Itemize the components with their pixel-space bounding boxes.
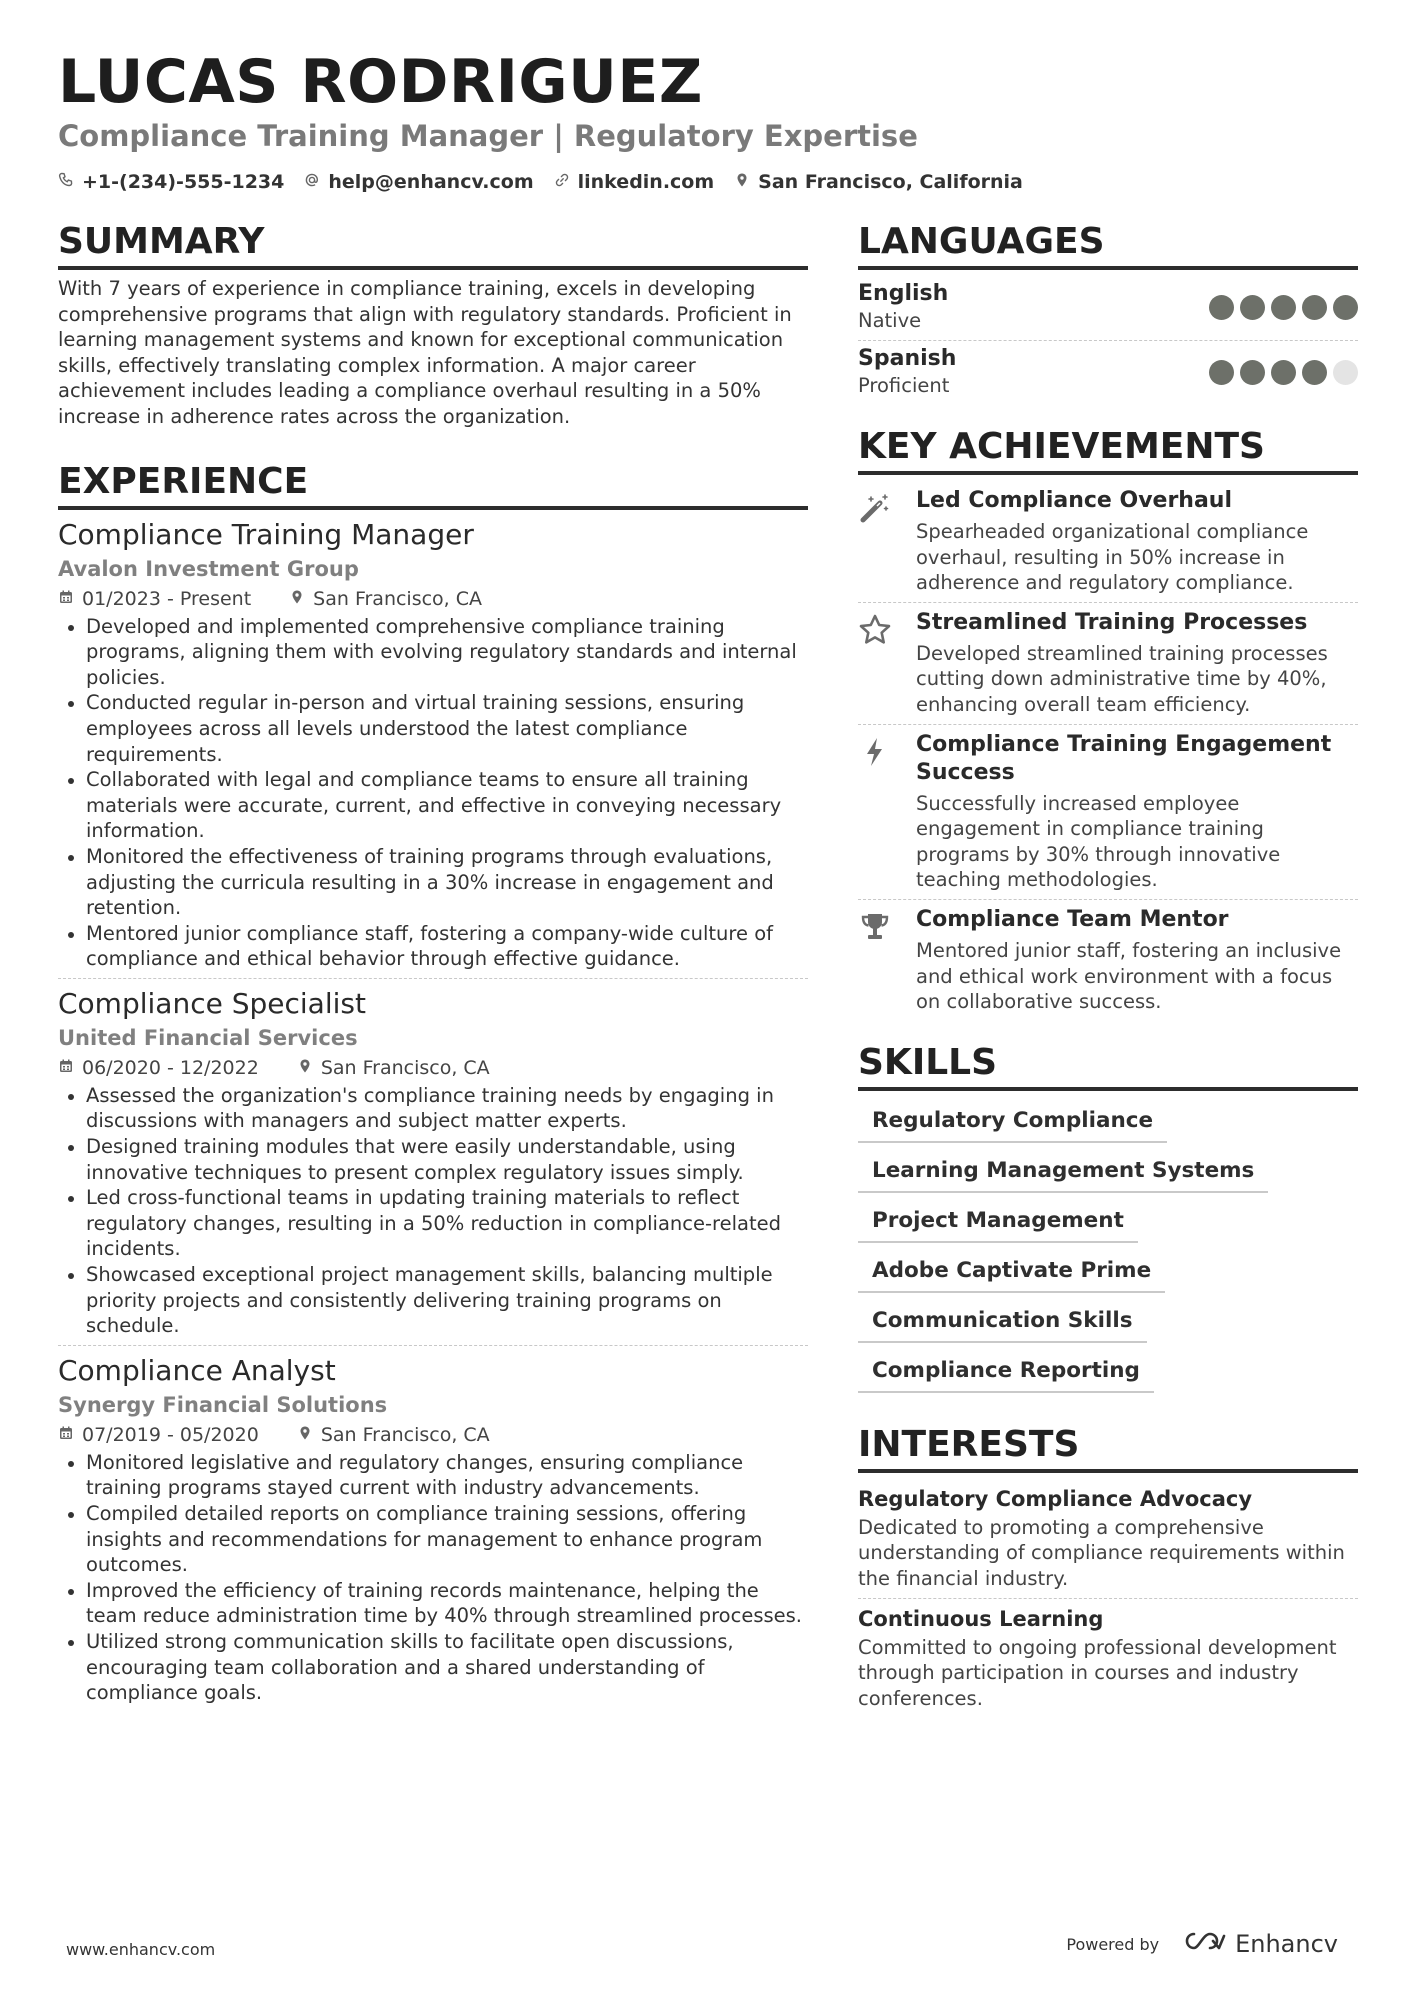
at-icon <box>304 168 320 196</box>
job-bullet: Assessed the organization's compliance training needs by engaging in discussions with managers and subject matter experts. <box>58 1083 808 1134</box>
language-level: Native <box>858 309 922 332</box>
languages-heading: LANGUAGES <box>858 218 1358 270</box>
rating-dot <box>1209 295 1234 320</box>
job-dates-text: 06/2020 - 12/2022 <box>82 1056 259 1079</box>
summary-section <box>58 218 808 430</box>
language-item <box>858 276 1358 341</box>
skill-tag: Project Management <box>858 1201 1138 1243</box>
achievement-title: Led Compliance Overhaul <box>916 488 1233 513</box>
skill-tag: Compliance Reporting <box>858 1351 1154 1393</box>
skills-section <box>858 1039 1358 1401</box>
contact-phone[interactable] <box>58 168 284 196</box>
rating-dot <box>1302 295 1327 320</box>
job-bullet: Conducted regular in-person and virtual training sessions, ensuring employees across all levels understood the latest compliance requirements. <box>58 690 808 767</box>
job-location-text: San Francisco, CA <box>320 1056 490 1079</box>
interest-item <box>858 1599 1358 1718</box>
summary-heading: SUMMARY <box>58 218 808 270</box>
map-pin-icon <box>297 1420 313 1450</box>
candidate-title: Compliance Training Manager | Regulatory Expertise <box>58 119 918 153</box>
link-icon <box>554 168 570 196</box>
job-location-text: San Francisco, CA <box>320 1423 490 1446</box>
map-pin-icon <box>734 168 750 196</box>
job-location <box>289 584 482 614</box>
rating-dot <box>1302 360 1327 385</box>
interest-title: Regulatory Compliance Advocacy <box>858 1486 1253 1511</box>
job-bullets <box>58 1083 808 1339</box>
achievement-desc: Spearheaded organizational compliance overhaul, resulting in 50% increase in adherence and regulatory compliance. <box>916 520 1309 595</box>
skill-tag: Communication Skills <box>858 1301 1147 1343</box>
company-name: United Financial Services <box>58 1025 358 1050</box>
brand-logo[interactable] <box>1183 1930 1338 1958</box>
job-bullet: Collaborated with legal and compliance teams to ensure all training materials were accurate, current, and effective in conveying necessary information. <box>58 767 808 844</box>
footer-branding <box>1066 1930 1338 1958</box>
contact-location <box>734 168 1023 196</box>
language-rating <box>1209 295 1358 320</box>
achievement-item <box>858 603 1358 725</box>
rating-dot <box>1271 360 1296 385</box>
achievement-desc: Mentored junior staff, fostering an inclusive and ethical work environment with a focus on collaborative success. <box>916 938 1342 1014</box>
job-meta <box>58 584 808 614</box>
achievements-section <box>858 423 1358 1021</box>
achievement-desc: Successfully increased employee engagement in compliance training programs by 30% through innovative teaching methodologies. <box>916 791 1281 892</box>
calendar-icon <box>58 1420 74 1450</box>
linkedin-text: linkedin.com <box>577 171 715 193</box>
language-name: Spanish <box>858 346 957 371</box>
achievement-title: Compliance Team Mentor <box>916 906 1229 932</box>
job-bullets <box>58 614 808 972</box>
interests-section <box>858 1421 1358 1718</box>
location-text: San Francisco, California <box>758 171 1023 193</box>
job-bullet: Monitored legislative and regulatory changes, ensuring compliance training programs stayed current with industry advancements. <box>58 1450 808 1501</box>
trophy-icon <box>858 906 896 1015</box>
language-level: Proficient <box>858 374 950 397</box>
calendar-icon <box>58 584 74 614</box>
achievements-heading: KEY ACHIEVEMENTS <box>858 423 1358 475</box>
interest-title: Continuous Learning <box>858 1606 1104 1631</box>
job-bullet: Developed and implemented comprehensive compliance training programs, aligning them with evolving regulatory standards and internal policies. <box>58 614 808 691</box>
skill-tag: Regulatory Compliance <box>858 1101 1167 1143</box>
candidate-name: LUCAS RODRIGUEZ <box>58 47 703 117</box>
contact-linkedin[interactable] <box>554 168 715 196</box>
phone-text: +1-(234)-555-1234 <box>82 171 285 193</box>
language-name: English <box>858 281 949 306</box>
job-dates-text: 01/2023 - Present <box>82 587 252 610</box>
job-title: Compliance Specialist <box>58 986 366 1020</box>
job-dates-text: 07/2019 - 05/2020 <box>82 1423 259 1446</box>
star-icon <box>858 609 896 718</box>
interest-desc: Dedicated to promoting a comprehensive understanding of compliance requirements within the financial industry. <box>858 1515 1345 1590</box>
rating-dot <box>1333 360 1358 385</box>
skill-tag: Learning Management Systems <box>858 1151 1268 1193</box>
job-bullet: Led cross-functional teams in updating training materials to reflect regulatory changes, resulting in a 50% reduction in compliance-related incidents. <box>58 1185 808 1262</box>
job-location <box>297 1420 490 1450</box>
achievement-item <box>858 481 1358 603</box>
job-entry <box>58 1352 808 1712</box>
job-location <box>297 1053 490 1083</box>
rating-dot <box>1209 360 1234 385</box>
job-location-text: San Francisco, CA <box>313 587 483 610</box>
job-meta <box>58 1420 808 1450</box>
rating-dot <box>1240 360 1265 385</box>
experience-section <box>58 458 808 1712</box>
languages-section <box>858 218 1358 405</box>
skills-list <box>858 1101 1358 1401</box>
job-entry <box>58 985 808 1346</box>
job-bullet: Compiled detailed reports on compliance training sessions, offering insights and recommendations for management to enhance program outcomes. <box>58 1501 808 1578</box>
right-column <box>858 218 1358 1717</box>
job-bullet: Designed training modules that were easily understandable, using innovative techniques to present complex regulatory issues simply. <box>58 1134 808 1185</box>
job-meta <box>58 1053 808 1083</box>
job-dates <box>58 1053 259 1083</box>
powered-by-label: Powered by <box>1066 1934 1160 1954</box>
job-bullet: Mentored junior compliance staff, fostering a company-wide culture of compliance and ethical behavior through effective guidance. <box>58 921 808 972</box>
achievement-item <box>858 725 1358 900</box>
interest-desc: Committed to ongoing professional development through participation in courses and industry conferences. <box>858 1635 1337 1710</box>
achievement-title: Streamlined Training Processes <box>916 609 1308 635</box>
job-bullet: Showcased exceptional project management skills, balancing multiple priority projects and consistently delivering training programs on schedule. <box>58 1262 808 1339</box>
skill-tag: Adobe Captivate Prime <box>858 1251 1165 1293</box>
interests-heading: INTERESTS <box>858 1421 1358 1473</box>
magic-wand-icon <box>858 487 896 596</box>
rating-dot <box>1271 295 1296 320</box>
experience-heading: EXPERIENCE <box>58 458 808 510</box>
job-bullet: Monitored the effectiveness of training programs through evaluations, adjusting the curricula resulting in a 30% increase in engagement and retention. <box>58 844 808 921</box>
brand-name: Enhancv <box>1235 1930 1338 1958</box>
job-dates <box>58 1420 259 1450</box>
company-name: Synergy Financial Solutions <box>58 1392 388 1417</box>
contact-bar <box>58 168 1023 196</box>
left-column <box>58 218 808 1718</box>
job-dates <box>58 584 251 614</box>
achievement-title: Compliance Training Engagement Success <box>916 731 1332 785</box>
job-bullet: Improved the efficiency of training records maintenance, helping the team reduce administration time by 40% through streamlined processes. <box>58 1578 808 1629</box>
phone-icon <box>58 168 74 196</box>
job-bullets <box>58 1450 808 1706</box>
job-entry <box>58 516 808 979</box>
company-name: Avalon Investment Group <box>58 556 359 581</box>
achievement-desc: Developed streamlined training processes cutting down administrative time by 40%, enhancing overall team efficiency. <box>916 641 1328 716</box>
map-pin-icon <box>289 584 305 614</box>
skills-heading: SKILLS <box>858 1039 1358 1091</box>
language-item <box>858 341 1358 405</box>
calendar-icon <box>58 1053 74 1083</box>
rating-dot <box>1240 295 1265 320</box>
job-bullet: Utilized strong communication skills to facilitate open discussions, encouraging team collaboration and a shared understanding of compliance goals. <box>58 1629 808 1706</box>
map-pin-icon <box>297 1053 313 1083</box>
achievement-item <box>858 900 1358 1021</box>
infinity-logo-icon <box>1183 1930 1227 1958</box>
job-title: Compliance Training Manager <box>58 517 474 551</box>
contact-email[interactable] <box>304 168 533 196</box>
summary-text: With 7 years of experience in compliance training, excels in developing comprehensive programs that align with regulatory standards. Proficient in learning management systems and known for exceptional communication skills, effectively translating complex information. A major career achievement includes leading a compliance overhaul resulting in a 50% increase in adherence rates across the organization. <box>58 277 792 428</box>
footer-website[interactable]: www.enhancv.com <box>66 1940 216 1959</box>
lightning-icon <box>858 731 896 893</box>
interest-item <box>858 1479 1358 1599</box>
email-text: help@enhancv.com <box>328 171 534 193</box>
job-title: Compliance Analyst <box>58 1353 336 1387</box>
language-rating <box>1209 360 1358 385</box>
rating-dot <box>1333 295 1358 320</box>
